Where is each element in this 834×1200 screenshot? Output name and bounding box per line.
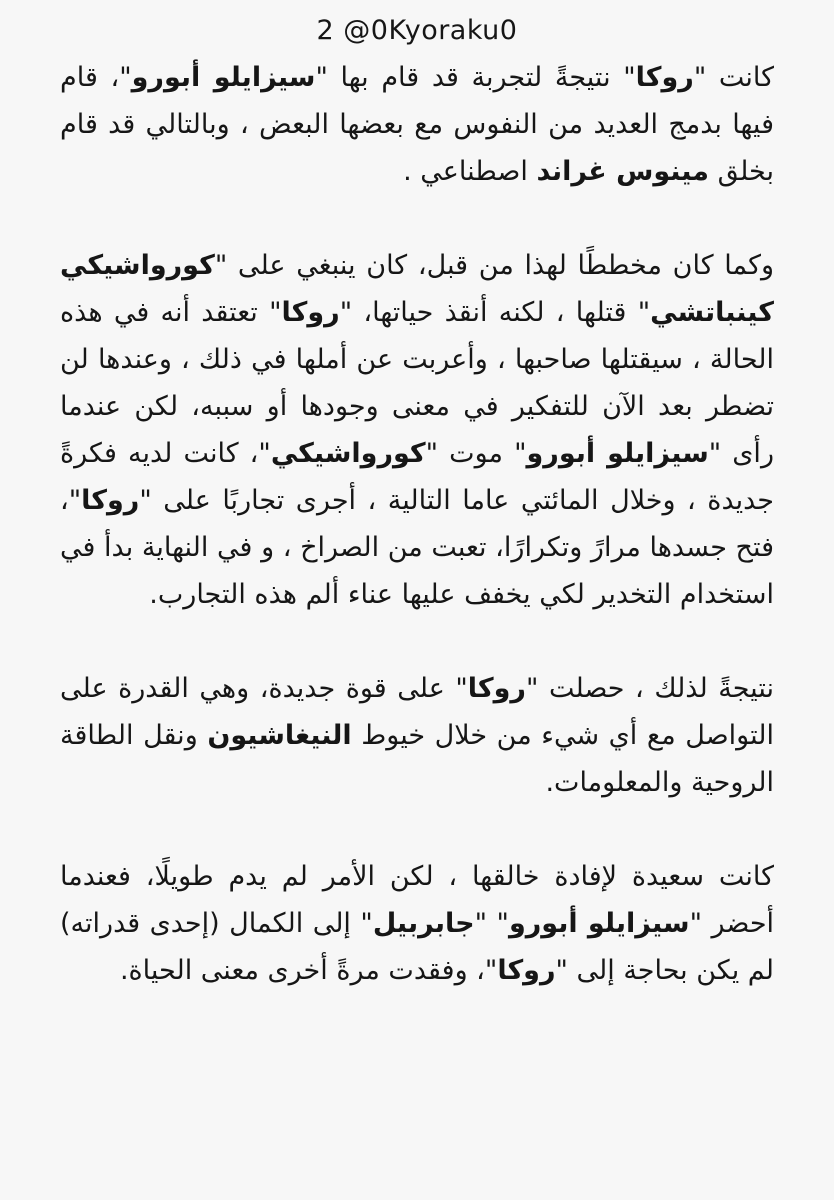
- bold-name: روكا: [497, 955, 556, 986]
- bold-name: سيزايلو أبورو: [131, 62, 316, 93]
- bold-name: جابربيل: [372, 908, 475, 939]
- text-run: ونقل الطاقة الروحية والمعلومات.: [60, 720, 774, 798]
- bold-name: سيزايلو أبورو: [508, 908, 690, 939]
- text-run: " نتيجةً لتجربة قد قام بها ": [315, 62, 636, 93]
- bold-name: كورواشيكي: [270, 438, 426, 469]
- bold-name: سيزايلو أبورو: [526, 438, 709, 469]
- text-run: "، قام فيها بدمج العديد من النفوس مع بعضها البعض ، وبالتالي قد قام بخلق: [60, 62, 774, 187]
- bold-name: روكا: [467, 673, 526, 704]
- bold-name: النيغاشيون: [207, 720, 352, 751]
- text-run: "، كانت لديه فكرةً جديدة ، وخلال المائتي عاما التالية ، أجرى تجاربًا على ": [60, 438, 774, 516]
- text-run: "، فتح جسدها مرارً وتكرارًا، تعبت من الصراخ ، و في النهاية بدأ في استخدام التخدير لكي يخفف عليها عناء ألم هذه التجارب.: [60, 485, 774, 610]
- text-run: "، وفقدت مرةً أخرى معنى الحياة.: [119, 955, 498, 986]
- text-run: " قتلها ، لكنه أنقذ حياتها، ": [339, 297, 651, 328]
- text-run: " إلى الكمال (إحدى قدراته) لم يكن بحاجة إلى ": [60, 908, 774, 986]
- paragraph: [60, 242, 774, 618]
- paragraph: [60, 54, 774, 195]
- text-run: كانت ": [693, 62, 774, 93]
- page-header-handle: 2 @0Kyoraku0: [316, 15, 518, 46]
- text-run: " على قوة جديدة، وهي القدرة على التواصل مع أي شيء من خلال خيوط: [60, 673, 774, 751]
- text-run: نتيجةً لذلك ، حصلت ": [525, 673, 774, 704]
- bold-name: روكا: [81, 485, 140, 516]
- paragraph: [60, 665, 774, 806]
- bold-name: روكا: [635, 62, 694, 93]
- paragraph: [60, 853, 774, 994]
- bold-name: مينوس غراند: [536, 156, 710, 187]
- text-run: وكما كان مخططًا لهذا من قبل، كان ينبغي على ": [214, 250, 774, 281]
- text-run: " ": [474, 908, 509, 939]
- text-run: " موت ": [425, 438, 527, 469]
- text-run: كانت سعيدة لإفادة خالقها ، لكن الأمر لم يدم طويلًا، فعندما أحضر ": [60, 861, 775, 939]
- article-body: [60, 54, 774, 994]
- text-run: " تعتقد أنه في هذه الحالة ، سيقتلها صاحبها ، وأعربت عن أملها في ذلك ، وعندها لن تضطر بعد الآن للتفكير في معنى وجودها أو سببه، لكن عندما رأى ": [60, 297, 774, 469]
- bold-name: كورواشيكي كينباتشي: [60, 250, 774, 328]
- text-run: اصطناعي .: [403, 156, 537, 187]
- bold-name: روكا: [281, 297, 340, 328]
